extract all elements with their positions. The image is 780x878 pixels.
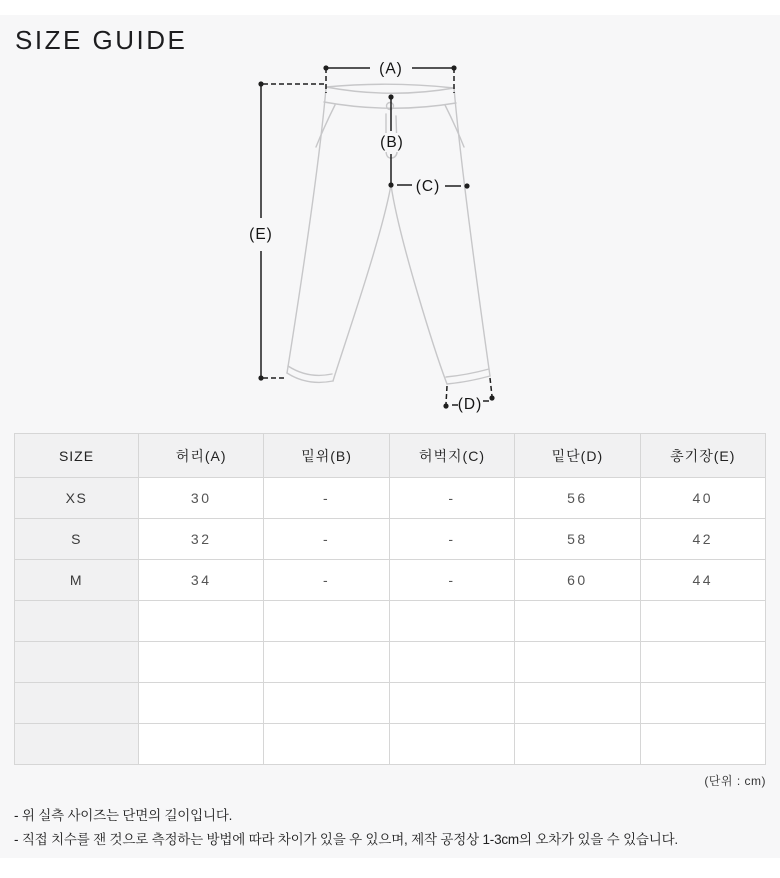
table-cell — [264, 724, 389, 765]
dim-label-e: (E) — [249, 226, 273, 243]
size-label: S — [15, 519, 139, 560]
table-cell — [264, 683, 389, 724]
table-cell: 32 — [139, 519, 264, 560]
table-cell — [139, 601, 264, 642]
table-row-s — [15, 519, 766, 560]
table-cell: - — [264, 560, 389, 601]
size-label — [15, 724, 139, 765]
measurement-notes — [14, 804, 678, 852]
pants-diagram — [0, 55, 780, 430]
table-cell — [389, 683, 514, 724]
table-cell: - — [389, 478, 514, 519]
table-cell — [264, 642, 389, 683]
dim-label-c: (C) — [415, 178, 441, 195]
page-title: SIZE GUIDE — [15, 25, 188, 55]
dimension-dots — [258, 65, 494, 408]
size-label — [15, 601, 139, 642]
col-header-waist: 허리(A) — [139, 434, 264, 478]
dim-label-b: (B) — [380, 134, 404, 151]
table-row-empty — [15, 724, 766, 765]
col-header-hem: 밑단(D) — [515, 434, 640, 478]
table-cell — [264, 601, 389, 642]
size-guide-section — [0, 15, 780, 858]
table-cell — [139, 724, 264, 765]
col-header-rise: 밑위(B) — [264, 434, 389, 478]
table-cell — [515, 642, 640, 683]
dim-label-a: (A) — [379, 60, 403, 78]
table-cell — [139, 642, 264, 683]
col-header-thigh: 허벅지(C) — [389, 434, 514, 478]
col-header-size: SIZE — [15, 434, 139, 478]
table-row-m — [15, 560, 766, 601]
table-cell — [515, 724, 640, 765]
table-cell — [389, 642, 514, 683]
table-row-empty — [15, 683, 766, 724]
size-table-header-row — [15, 434, 766, 478]
table-cell: 34 — [139, 560, 264, 601]
note-line-1: - 위 실측 사이즈는 단면의 길이입니다. — [14, 808, 233, 823]
size-label: M — [15, 560, 139, 601]
unit-note: (단위 : cm) — [704, 774, 766, 788]
table-cell — [640, 724, 765, 765]
size-label — [15, 683, 139, 724]
table-row-empty — [15, 601, 766, 642]
table-cell: - — [264, 519, 389, 560]
table-cell: 42 — [640, 519, 765, 560]
table-cell: 56 — [515, 478, 640, 519]
table-cell: 60 — [515, 560, 640, 601]
size-label — [15, 642, 139, 683]
table-cell: 40 — [640, 478, 765, 519]
table-cell: 58 — [515, 519, 640, 560]
table-cell — [515, 601, 640, 642]
table-cell — [640, 601, 765, 642]
table-cell — [640, 683, 765, 724]
dim-label-d: (D) — [457, 396, 483, 413]
table-cell — [389, 724, 514, 765]
table-cell — [139, 683, 264, 724]
table-cell: 30 — [139, 478, 264, 519]
col-header-length: 총기장(E) — [640, 434, 765, 478]
table-cell: 44 — [640, 560, 765, 601]
table-cell — [515, 683, 640, 724]
size-table — [14, 433, 766, 765]
table-row-empty — [15, 642, 766, 683]
note-line-2: - 직접 치수를 잰 것으로 측정하는 방법에 따라 차이가 있을 우 있으며, 제작 공정상 1-3cm의 오차가 있을 수 있습니다. — [14, 832, 678, 847]
table-cell: - — [389, 519, 514, 560]
table-cell: - — [264, 478, 389, 519]
table-cell — [389, 601, 514, 642]
pants-outline — [287, 84, 490, 384]
size-label: XS — [15, 478, 139, 519]
table-cell — [640, 642, 765, 683]
table-cell: - — [389, 560, 514, 601]
table-row-xs — [15, 478, 766, 519]
